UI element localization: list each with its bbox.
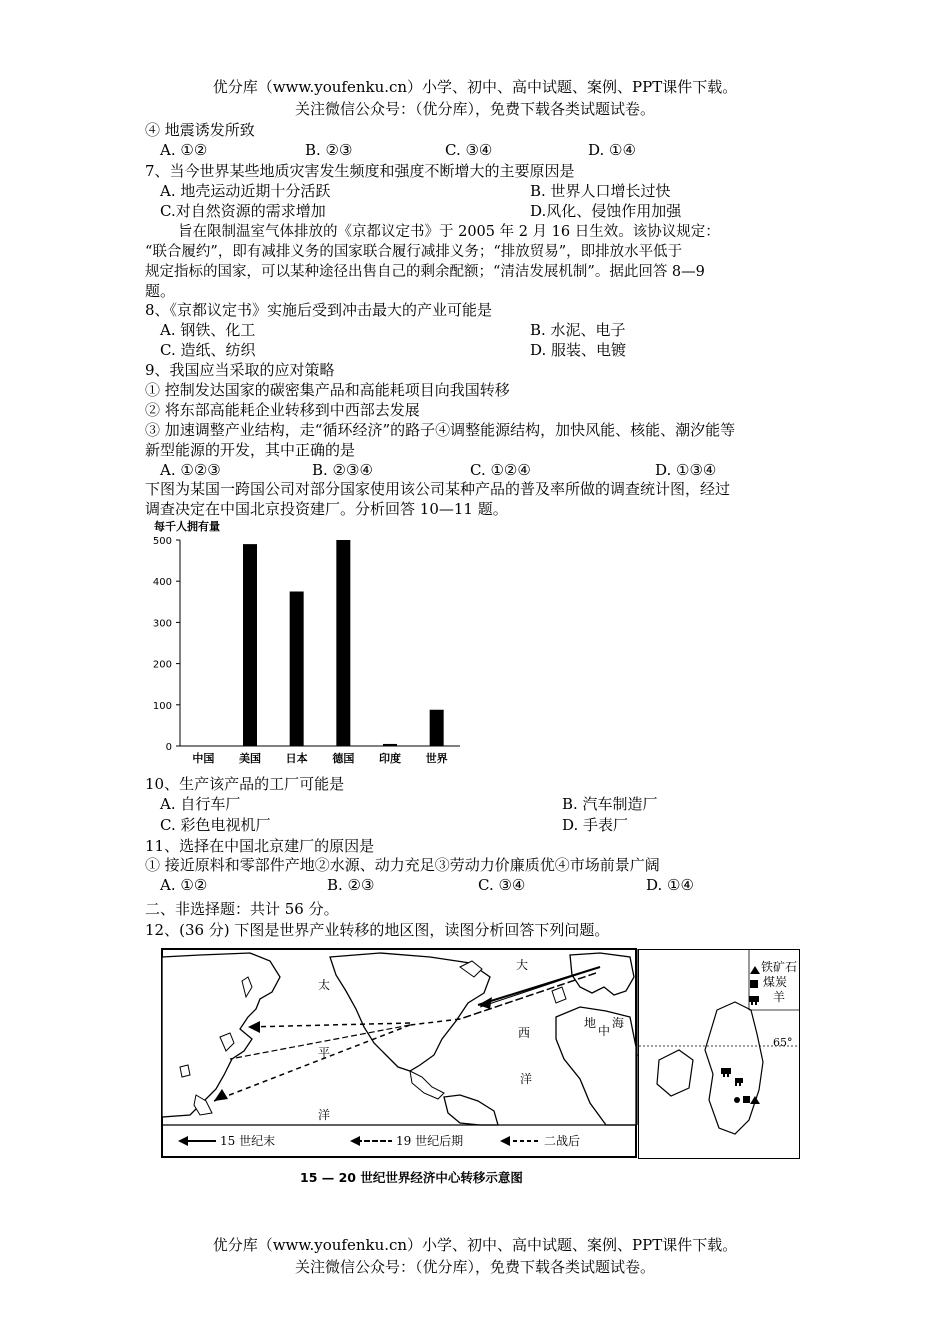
q10-option-b: B. 汽车制造厂 — [562, 795, 658, 813]
inset-coastline-ireland — [657, 1050, 693, 1096]
chart-ytick-label: 100 — [152, 700, 172, 712]
passage1-line-2: “联合履约”，即有减排义务的国家联合履行减排义务；“排放贸易”，即排放水平低于 — [145, 244, 683, 260]
q7-option-a: A. 地壳运动近期十分活跃 — [160, 182, 331, 200]
sheep-icon — [749, 996, 759, 1005]
map-inset-panel — [638, 949, 800, 1159]
passage1-line-1: 旨在限制温室气体排放的《京都议定书》于 2005 年 2 月 16 日生效。该协议规定： — [178, 224, 720, 240]
q8-stem: 8、《京都议定书》实施后受到冲击最大的产业可能是 — [145, 301, 493, 319]
q8-option-d: D. 服装、电镀 — [530, 341, 627, 359]
q7-stem: 7、当今世界某些地质灾害发生频度和强度不断增大的主要原因是 — [145, 162, 575, 180]
world-map-figure — [160, 947, 660, 1187]
coal-icon-map — [743, 1096, 750, 1103]
header-line-2: 关注微信公众号：（优分库），免费下载各类试题试卷。 — [294, 100, 655, 118]
q6-item-4: ④ 地震诱发所致 — [145, 121, 255, 139]
q10-option-c: C. 彩色电视机厂 — [160, 816, 271, 834]
chart-bar-4 — [383, 744, 397, 746]
q7-option-b: B. 世界人口增长过快 — [530, 182, 671, 200]
q11-stem: 11、选择在中国北京建厂的原因是 — [145, 837, 375, 855]
q7-option-d: D.风化、侵蚀作用加强 — [530, 202, 682, 220]
passage1-line-3: 规定指标的国家，可以某种途径出售自己的剩余配额；“清洁发展机制”。据此回答 8—9 — [145, 264, 705, 280]
chart-xtick-label: 德国 — [332, 752, 355, 765]
q11-option-c: C. ③④ — [478, 876, 526, 894]
q11-option-b: B. ②③ — [327, 876, 375, 894]
iron-ore-icon — [750, 966, 760, 974]
q11-option-a: A. ①② — [160, 876, 208, 894]
map-label-ping: 平 — [318, 1046, 331, 1060]
legend-15th-label: 15 世纪末 — [220, 1134, 276, 1148]
chart-ytick-label: 200 — [152, 659, 172, 671]
chart-bar-5 — [430, 710, 444, 746]
map-caption: 15 — 20 世纪世界经济中心转移示意图 — [300, 1170, 523, 1185]
q6-option-c: C. ③④ — [445, 141, 493, 159]
q9-option-a: A. ①②③ — [160, 461, 221, 479]
map-label-hai: 海 — [612, 1016, 625, 1030]
legend-19th-label: 19 世纪后期 — [396, 1134, 464, 1148]
q9-item-2: ② 将东部高能耗企业转移到中西部去发展 — [145, 401, 420, 419]
map-label-zhong: 中 — [598, 1024, 611, 1038]
q12-stem: 12、(36 分) 下图是世界产业转移的地区图，读图分析回答下列问题。 — [145, 921, 610, 939]
chart-bar-3 — [336, 540, 350, 746]
q6-option-b: B. ②③ — [305, 141, 353, 159]
passage2-line-2: 调查决定在中国北京投资建厂。分析回答 10—11 题。 — [145, 500, 508, 518]
q11-option-d: D. ①④ — [646, 876, 694, 894]
map-label-yang-atlantic: 洋 — [520, 1072, 533, 1086]
footer-line-2: 关注微信公众号：（优分库），免费下载各类试题试卷。 — [294, 1258, 655, 1276]
chart-ylabel: 每千人拥有量 — [154, 520, 220, 533]
bar-chart — [140, 518, 470, 768]
q8-option-a: A. 钢铁、化工 — [160, 321, 256, 339]
q9-item-3a: ③ 加速调整产业结构，走“循环经济”的路子④调整能源结构，加快风能、核能、潮汐能等 — [145, 421, 736, 439]
chart-ytick-label: 400 — [152, 577, 172, 589]
legend-sheep: 羊 — [773, 990, 786, 1004]
passage2-line-1: 下图为某国一跨国公司对部分国家使用该公司某种产品的普及率所做的调查统计图，经过 — [145, 480, 731, 498]
chart-xtick-label: 世界 — [425, 752, 448, 765]
passage1-line-4: 题。 — [145, 282, 176, 300]
latitude-label: 65° — [773, 1036, 793, 1049]
map-label-tai: 太 — [318, 978, 331, 992]
q9-option-c: C. ①②④ — [470, 461, 531, 479]
q10-option-a: A. 自行车厂 — [160, 795, 241, 813]
q8-option-b: B. 水泥、电子 — [530, 321, 626, 339]
section-2-heading: 二、非选择题：共计 56 分。 — [145, 900, 339, 918]
q10-option-d: D. 手表厂 — [562, 816, 629, 834]
legend-iron-ore: 铁矿石 — [761, 960, 798, 974]
q11-items: ① 接近原料和零部件产地②水源、动力充足③劳动力价廉质优④市场前景广阔 — [145, 856, 660, 874]
chart-ytick-label: 500 — [152, 536, 172, 547]
chart-bar-1 — [243, 544, 257, 746]
map-label-di: 地 — [584, 1016, 597, 1030]
q6-option-d: D. ①④ — [588, 141, 636, 159]
q10-stem: 10、生产该产品的工厂可能是 — [145, 775, 345, 793]
chart-xtick-label: 美国 — [239, 752, 261, 765]
map-label-yang-pacific: 洋 — [318, 1108, 331, 1122]
inset-legend — [763, 960, 797, 1005]
q8-option-c: C. 造纸、纺织 — [160, 341, 256, 359]
chart-xtick-label: 中国 — [192, 752, 215, 765]
q9-option-d: D. ①③④ — [655, 461, 717, 479]
q9-option-b: B. ②③④ — [312, 461, 373, 479]
header-line-1: 优分库（www.youfenku.cn）小学、初中、高中试题、案例、PPT课件下载。 — [212, 78, 738, 96]
map-label-xi: 西 — [518, 1026, 531, 1040]
footer-line-1: 优分库（www.youfenku.cn）小学、初中、高中试题、案例、PPT课件下载。 — [212, 1236, 738, 1254]
inset-coastline-britain — [705, 1002, 763, 1134]
chart-xtick-label: 日本 — [285, 752, 308, 765]
map-label-da: 大 — [516, 958, 529, 972]
q6-option-a: A. ①② — [160, 141, 208, 159]
q7-option-c: C.对自然资源的需求增加 — [160, 202, 326, 220]
q9-stem: 9、我国应当采取的应对策略 — [145, 361, 335, 379]
legend-coal: 煤炭 — [763, 975, 788, 989]
q9-item-1: ① 控制发达国家的碳密集产品和高能耗项目向我国转移 — [145, 381, 510, 399]
q9-item-3b: 新型能源的开发，其中正确的是 — [145, 441, 356, 459]
chart-bar-2 — [290, 592, 304, 747]
chart-ytick-label: 300 — [152, 618, 172, 630]
coal-icon — [750, 980, 758, 988]
legend-postwar-label: 二战后 — [544, 1134, 581, 1148]
chart-xtick-label: 印度 — [379, 752, 401, 765]
chart-ytick-label: 0 — [165, 742, 172, 753]
